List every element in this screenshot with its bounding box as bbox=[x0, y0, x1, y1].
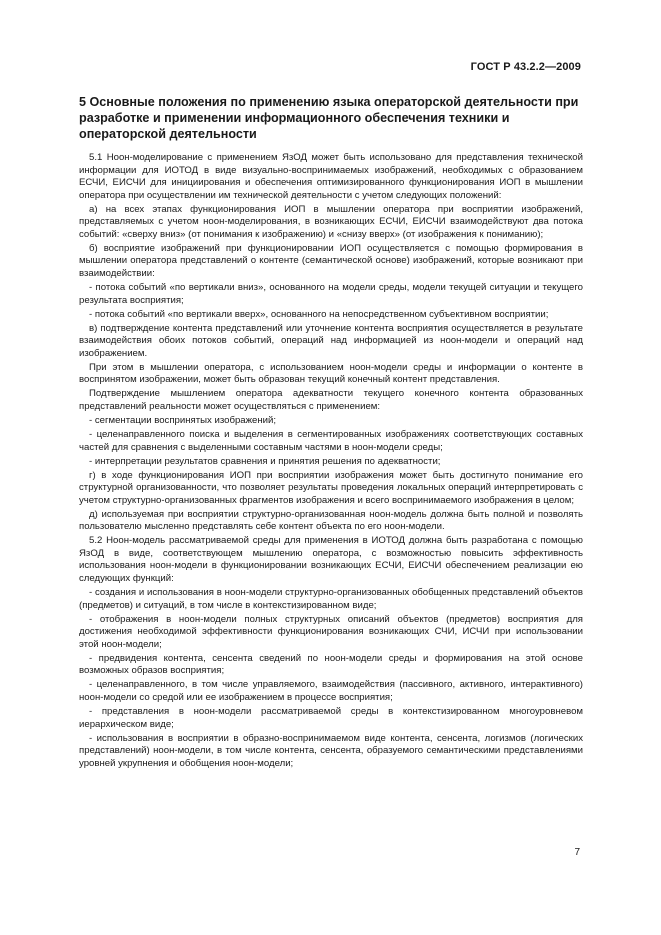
paragraph: г) в ходе функционирования ИОП при восприятии изображения может быть достигнуто понимание его структурной организованности, что позволяет результаты проведения локальных операций интерпретировать с учетом структурно-организованных фрагментов изображения и всего воспринимаемого изображения в целом; bbox=[79, 469, 583, 506]
paragraph: а) на всех этапах функционирования ИОП в мышлении оператора при восприятии изображений, представляемых с учетом ноон-моделирования, в возникающих ЕСЧИ, ЕИСЧИ взаимодействуют два потока событий: «сверху вниз» (от понимания к изображению) и «снизу вверх» (от изображения к пониманию); bbox=[79, 203, 583, 240]
list-item: - потока событий «по вертикали вверх», основанного на непосредственном субъективном восприятии; bbox=[89, 308, 549, 320]
list-item: - потока событий «по вертикали вниз», основанного на модели среды, модели текущей ситуации и текущего результата восприятия; bbox=[79, 281, 583, 306]
list-item: - представления в ноон-модели рассматриваемой среды в контекстизированном многоуровневом иерархическом виде; bbox=[79, 705, 583, 730]
paragraph: 5.1 Ноон-моделирование с применением ЯзОД может быть использовано для представления технической информации для ИОТОД в виде визуально-воспринимаемых изображений, необходимых с образованием ЕСЧИ, ЕИСЧИ для инициирования и обеспечения оптимизированного функционирования ИОП в мышлении оператора при осуществлении им технической деятельности с учетом следующих положений: bbox=[79, 152, 583, 201]
list-item: - предвидения контента, сенсента сведений по ноон-модели среды и формирования на этой основе возможных образов восприятия; bbox=[79, 652, 583, 677]
page-number: 7 bbox=[574, 847, 580, 858]
list-item: - отображения в ноон-модели полных структурных описаний объектов (предметов) восприятия для достижения необходимой эффективности функционирования возникающих СЧИ, ИСЧИ при использовании этой ноон-модели; bbox=[79, 613, 583, 650]
list-item: - создания и использования в ноон-модели структурно-организованных обобщенных представлений объектов (предметов) и ситуаций, в том числе в контекстизированном виде; bbox=[79, 587, 583, 611]
list-item: - целенаправленного, в том числе управляемого, взаимодействия (пассивного, активного, интерактивного) ноон-модели со средой или ее изображением в процессе восприятия; bbox=[79, 679, 583, 703]
document-body bbox=[79, 152, 583, 772]
paragraph: Подтверждение мышлением оператора адекватности текущего конечного контента образованных представлений реальности может осуществляться с применением: bbox=[79, 388, 583, 412]
paragraph: 5.2 Ноон-модель рассматриваемой среды для применения в ИОТОД должна быть разработана с помощью ЯзОД в виде, соответствующем мышлению оператора, с возможностью повысить эффективность использования ноон-модели в функционировании возникающих ЕСЧИ, ЕИСЧИ обеспечением реализации ею следующих функций: bbox=[79, 535, 583, 584]
paragraph: в) подтверждение контента представлений или уточнение контента восприятия осуществляется в результате взаимодействия обоих потоков событий, операций над информацией из ноон-модели и операций над изображением. bbox=[79, 322, 583, 359]
list-item: - использования в восприятии в образно-воспринимаемом виде контента, сенсента, логизмов (логических представлений) ноон-модели, в том числе контента, сенсента, образуемого семантическими представлениями уровней укрупнения и обобщения ноон-модели; bbox=[79, 732, 583, 769]
paragraph: При этом в мышлении оператора, с использованием ноон-модели среды и информации о контенте в воспринятом изображении, может быть образован текущий конечный контент представления. bbox=[79, 361, 583, 386]
section-title: 5 Основные положения по применению языка операторской деятельности при разработке и применении информационного обеспечения техники и операторской деятельности bbox=[79, 95, 579, 141]
list-item: - целенаправленного поиска и выделения в сегментированных изображениях соответствующих составных частей для сравнения с выделенными составным частями в ноон-модели среды; bbox=[79, 428, 583, 453]
standard-code: ГОСТ Р 43.2.2—2009 bbox=[470, 61, 581, 73]
paragraph: б) восприятие изображений при функционировании ИОП осуществляется с помощью формирования в мышлении оператора представлений о контенте (семантической основе) изображений, которые возникают при взаимодействии: bbox=[79, 242, 583, 279]
list-item: - интерпретации результатов сравнения и принятия решения по адекватности; bbox=[89, 455, 441, 467]
list-item: - сегментации воспринятых изображений; bbox=[89, 414, 277, 426]
paragraph: д) используемая при восприятии структурно-организованная ноон-модель должна быть полной и позволять пользователю мысленно представлять себе контент объекта по его ноон-модели. bbox=[79, 508, 583, 533]
